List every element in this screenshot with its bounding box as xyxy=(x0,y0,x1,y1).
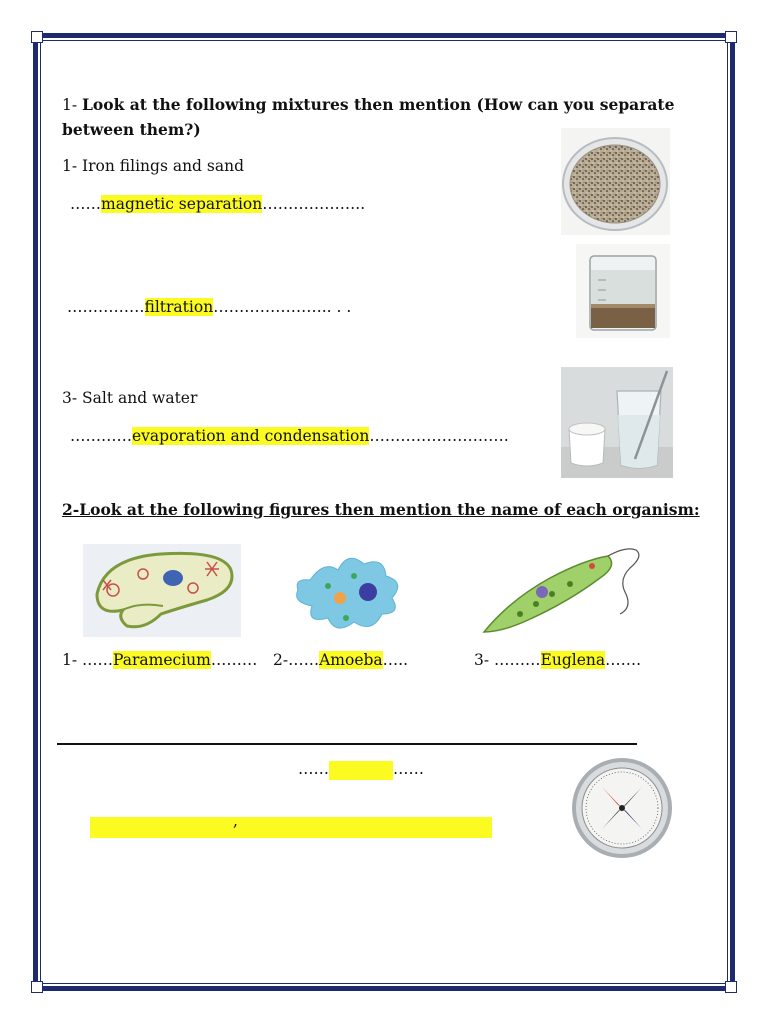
q1-item1-answer-line: ……magnetic separation……………….. xyxy=(70,195,366,213)
border-corner-bottom-right xyxy=(725,981,737,993)
organism3-answer-line: 3- ………Euglena……. xyxy=(474,651,642,669)
organism1-answer-line: 1- ……Paramecium……… xyxy=(62,651,258,669)
q3-blank-line: …… …… xyxy=(298,760,424,778)
q1-item3-answer-line: …………evaporation and condensation……………………… xyxy=(70,427,509,445)
q1-item3-label: 3- Salt and water xyxy=(62,389,198,407)
q1-heading-line1 xyxy=(62,95,674,115)
q1-number: 1- xyxy=(62,96,83,114)
paramecium-image xyxy=(83,544,241,637)
q3-answer-highlight xyxy=(90,817,492,838)
section-divider xyxy=(57,743,637,745)
q1-item1-answer: magnetic separation xyxy=(101,195,263,213)
amoeba-image xyxy=(288,548,408,638)
border-corner-top-right xyxy=(725,31,737,43)
organism1-answer: Paramecium xyxy=(113,651,211,669)
iron-sand-image xyxy=(561,128,670,235)
compass-image xyxy=(568,755,676,862)
q3-blank-highlight xyxy=(329,761,393,780)
euglena-image xyxy=(480,544,645,639)
border-corner-bottom-left xyxy=(31,981,43,993)
q1-item1-label: 1- Iron filings and sand xyxy=(62,157,245,175)
q1-item2-answer-line: ……………filtration………………….. . . xyxy=(67,298,352,316)
organism2-answer-line: 2-……Amoeba….. xyxy=(273,651,409,669)
beaker-sediment-image xyxy=(576,244,670,338)
organism3-answer: Euglena xyxy=(540,651,606,669)
q2-title: 2-Look at the following figures then mention the name of each organism: xyxy=(62,500,700,519)
salt-water-image xyxy=(561,367,673,478)
q1-title-line2: between them?) xyxy=(62,120,201,139)
q1-item3-answer: evaporation and condensation xyxy=(132,427,370,445)
q3-comma: , xyxy=(233,812,238,830)
organism2-answer: Amoeba xyxy=(319,651,383,669)
q1-title-line1: Look at the following mixtures then mention (How can you separate xyxy=(82,95,675,114)
border-corner-top-left xyxy=(31,31,43,43)
q1-item2-answer: filtration xyxy=(144,298,214,316)
